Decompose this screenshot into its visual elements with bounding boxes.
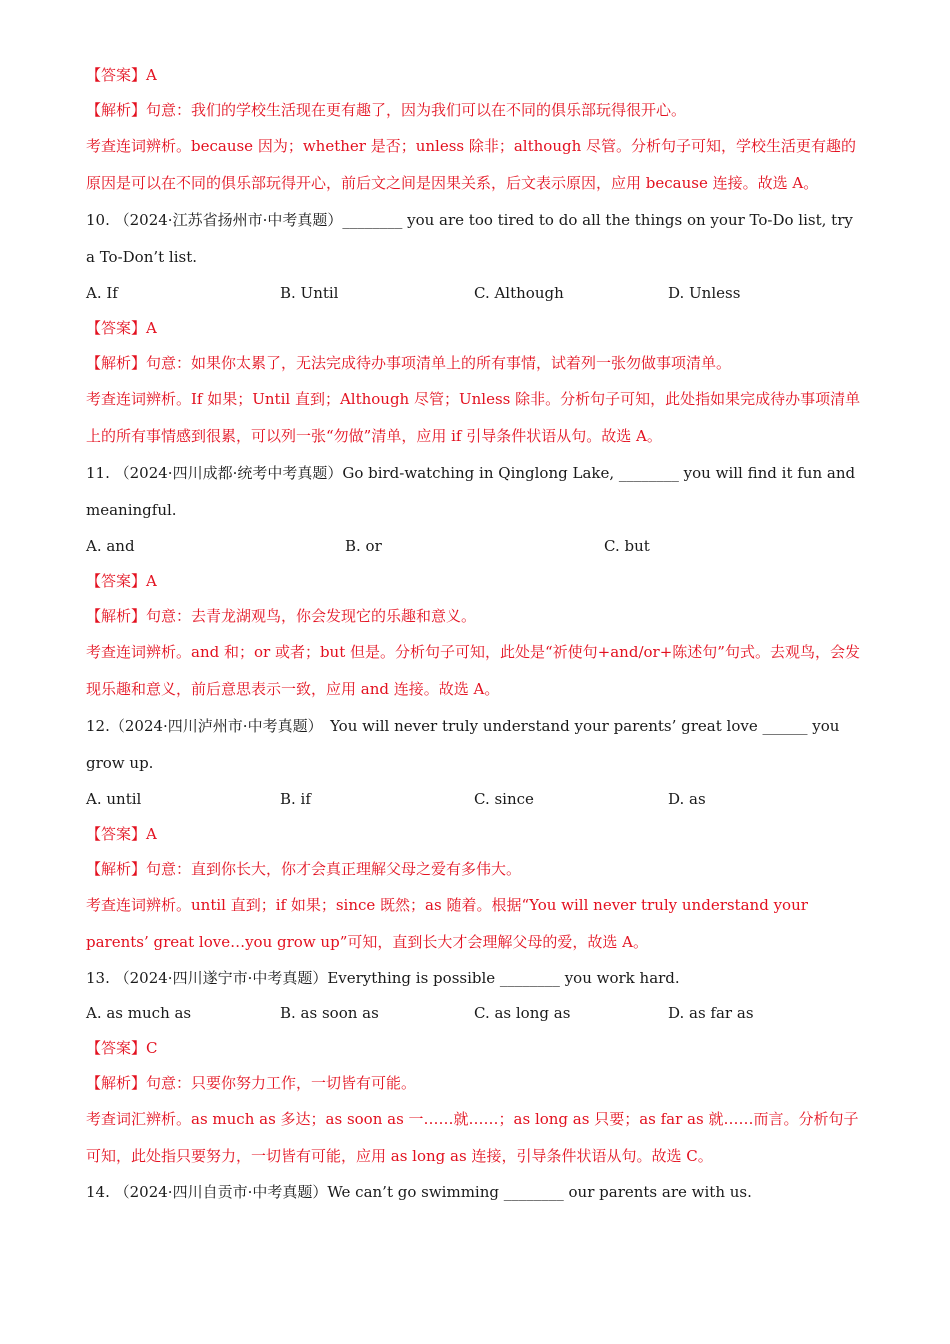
explanation-text: 考查连词辨析。If 如果；Until 直到；Although 尽管；Unless 除非。分析句子可知，此处指如果完成待办事项清单上的所有事情感到很累，可以列一张“勿做”清单，应用 if 引导条件状语从句。故选 A。 (86, 390, 861, 445)
answer-label: 【答案】A (86, 66, 157, 84)
explanation-text: 考查连词辨析。because 因为；whether 是否；unless 除非；although 尽管。分析句子可知，学校生活更有趣的原因是可以在不同的俱乐部玩得开心，前后文之间是因果关系，后文表示原因，应用 because 连接。故选 A。 (86, 137, 857, 192)
explanation-text: 考查连词辨析。until 直到；if 如果；since 既然；as 随着。根据“You will never truly understand your parents’ great love…you grow up”可知，直到长大才会理解父母的爱，故选 A。 (86, 896, 808, 951)
option-a: A. If (86, 284, 118, 302)
analysis-text: 【解析】句意：如果你太累了，无法完成待办事项清单上的所有事情，试着列一张勿做事项清单。 (86, 354, 732, 372)
option-list (86, 996, 866, 1031)
answer-label: 【答案】A (86, 572, 157, 590)
option-b: B. as soon as (280, 1004, 379, 1022)
option-d: D. as (668, 790, 706, 808)
analysis-text: 【解析】句意：只要你努力工作，一切皆有可能。 (86, 1074, 417, 1092)
option-c: C. Although (474, 284, 564, 302)
option-a: A. as much as (86, 1004, 192, 1022)
document-page (86, 58, 866, 1210)
option-b: B. or (345, 537, 382, 555)
question-stem: 12.（2024·四川泸州市·中考真题） You will never truly understand your parents’ great love ______ you grow up. (86, 717, 840, 772)
option-list (86, 276, 866, 311)
option-b: B. if (280, 790, 311, 808)
question-stem: 11. （2024·四川成都·统考中考真题）Go bird-watching in Qinglong Lake, ________ you will find it fun and meaningful. (86, 464, 856, 519)
answer-label: 【答案】A (86, 319, 157, 337)
analysis-text: 【解析】句意：我们的学校生活现在更有趣了，因为我们可以在不同的俱乐部玩得很开心。 (86, 101, 687, 119)
question-9-tail (86, 58, 866, 202)
explanation-text: 考查连词辨析。and 和；or 或者；but 但是。分析句子可知，此处是“祈使句+and/or+陈述句”句式。去观鸟，会发现乐趣和意义，前后意思表示一致，应用 and 连接。故选 A。 (86, 643, 860, 698)
option-b: B. Until (280, 284, 339, 302)
option-c: C. as long as (474, 1004, 571, 1022)
answer-label: 【答案】A (86, 825, 157, 843)
question-stem: 10. （2024·江苏省扬州市·中考真题）________ you are too tired to do all the things on your To-Do list, try a To-Don’t list. (86, 211, 853, 266)
question-13 (86, 961, 866, 1175)
option-d: D. as far as (668, 1004, 754, 1022)
question-12 (86, 708, 866, 961)
analysis-text: 【解析】句意：去青龙湖观鸟，你会发现它的乐趣和意义。 (86, 607, 477, 625)
option-a: A. and (86, 537, 135, 555)
option-list (86, 529, 866, 564)
question-14 (86, 1175, 866, 1210)
analysis-text: 【解析】句意：直到你长大，你才会真正理解父母之爱有多伟大。 (86, 860, 522, 878)
question-stem: 13. （2024·四川遂宁市·中考真题）Everything is possible ________ you work hard. (86, 969, 680, 987)
question-stem: 14. （2024·四川自贡市·中考真题）We can’t go swimming ________ our parents are with us. (86, 1183, 752, 1201)
explanation-text: 考查词汇辨析。as much as 多达；as soon as 一……就……；as long as 只要；as far as 就……而言。分析句子可知，此处指只要努力，一切皆有可能，应用 as long as 连接，引导条件状语从句。故选 C。 (86, 1110, 859, 1165)
question-10 (86, 202, 866, 455)
option-c: C. since (474, 790, 534, 808)
option-a: A. until (86, 790, 142, 808)
question-11 (86, 455, 866, 708)
option-d: D. Unless (668, 284, 741, 302)
option-c: C. but (604, 537, 650, 555)
answer-label: 【答案】C (86, 1039, 158, 1057)
option-list (86, 782, 866, 817)
